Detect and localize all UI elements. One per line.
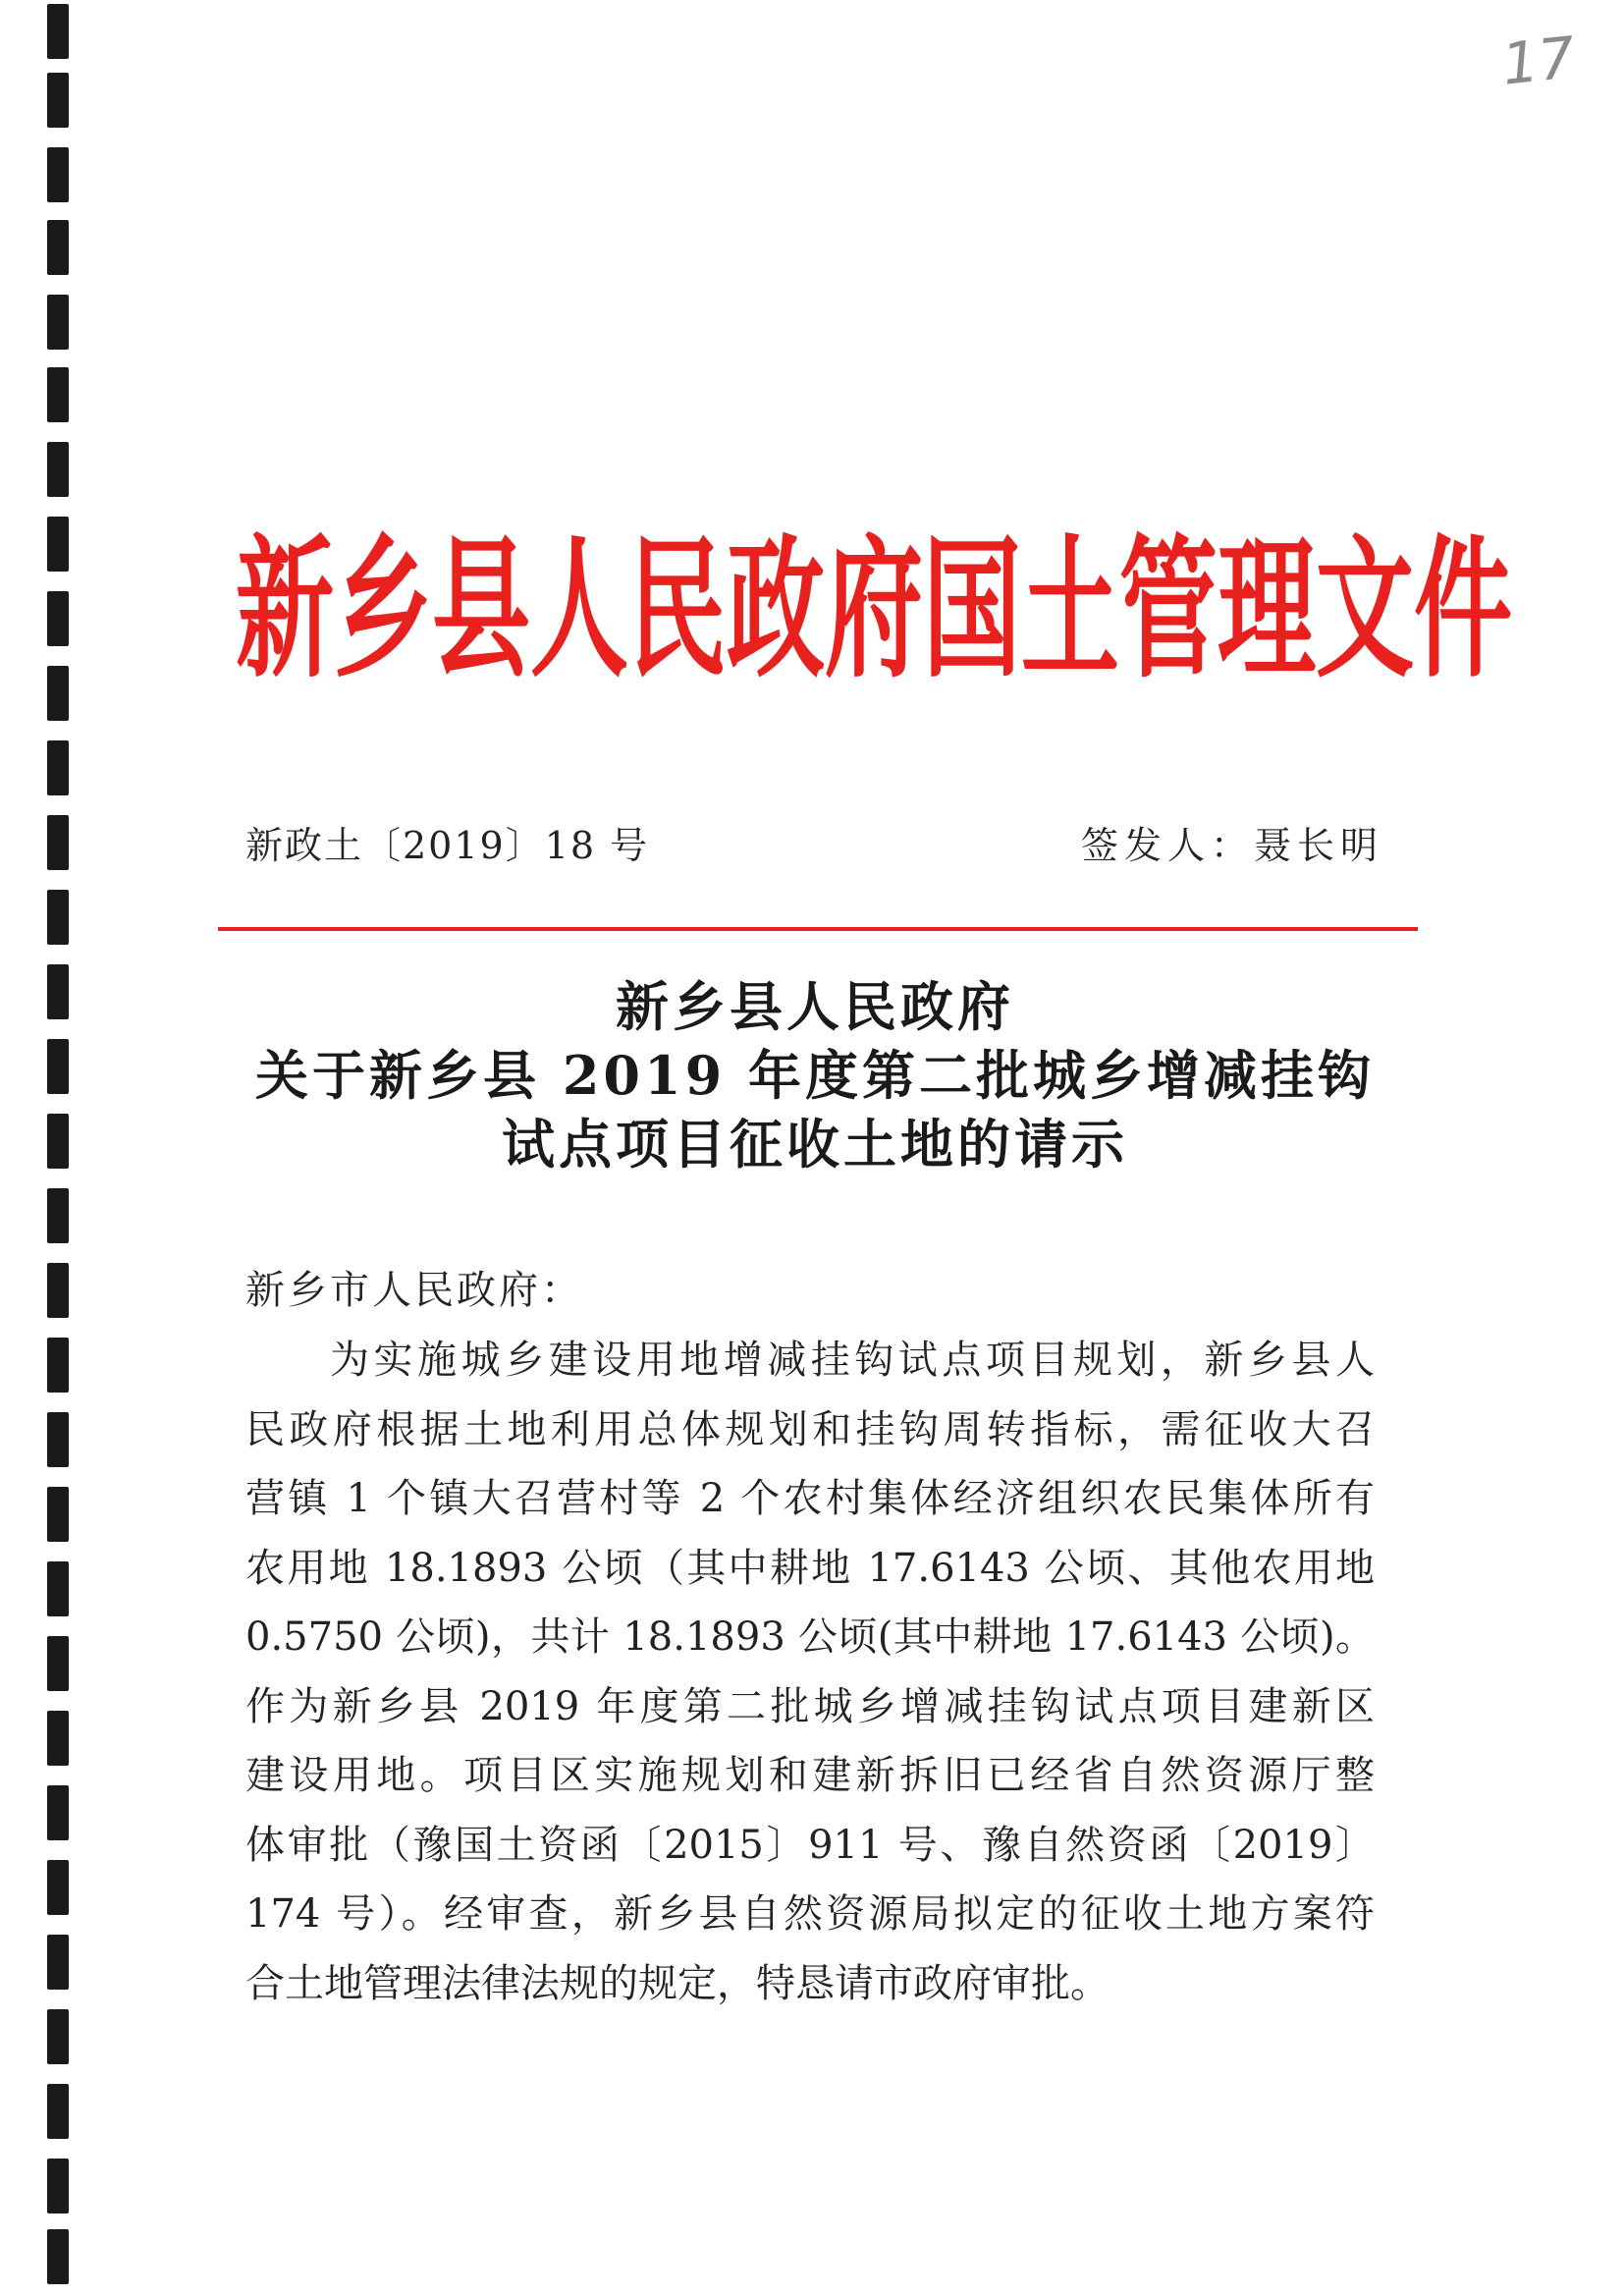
binding-hole: [47, 1561, 69, 1616]
binding-holes: [47, 0, 71, 2296]
binding-hole: [47, 1114, 69, 1169]
binding-hole: [47, 1860, 69, 1915]
binding-hole: [47, 4, 69, 59]
binding-hole: [47, 2159, 69, 2214]
binding-hole: [47, 517, 69, 572]
binding-hole: [47, 2084, 69, 2139]
body-line: 体审批（豫国土资函〔2015〕911 号、豫自然资函〔2019〕: [245, 1822, 1375, 1868]
addressee: 新乡市人民政府：: [245, 1268, 583, 1313]
body-line: 农用地 18.1893 公顷（其中耕地 17.6143 公顷、其他农用地: [245, 1545, 1375, 1591]
document-title: [196, 972, 1434, 1178]
binding-hole: [47, 964, 69, 1019]
binding-hole: [47, 295, 69, 350]
binding-hole: [47, 740, 69, 795]
body-line: 民政府根据土地利用总体规划和挂钩周转指标，需征收大召: [245, 1406, 1375, 1452]
binding-hole: [47, 147, 69, 202]
binding-hole: [47, 666, 69, 721]
binding-hole: [47, 1935, 69, 1990]
binding-hole: [47, 1711, 69, 1766]
binding-hole: [47, 1785, 69, 1840]
document-masthead: 新乡县人民政府国土管理文件: [236, 519, 1512, 699]
binding-hole: [47, 815, 69, 870]
body-line: 0.5750 公顷)，共计 18.1893 公顷(其中耕地 17.6143 公顷)。: [245, 1614, 1375, 1660]
body-line: 营镇 1 个镇大召营村等 2 个农村集体经济组织农民集体所有: [245, 1476, 1375, 1521]
issuer-signatory: 签发人：聂长明: [1080, 824, 1383, 867]
binding-hole: [47, 73, 69, 128]
binding-hole: [47, 1636, 69, 1691]
document-number: 新政土〔2019〕18 号: [245, 824, 650, 867]
body-line: 建设用地。项目区实施规划和建新拆旧已经省自然资源厅整: [245, 1753, 1375, 1798]
title-line-1: 新乡县人民政府: [616, 975, 1014, 1038]
binding-hole: [47, 1188, 69, 1243]
binding-hole: [47, 1338, 69, 1393]
binding-hole: [47, 367, 69, 422]
binding-hole: [47, 1263, 69, 1318]
body-line: 174 号）。经审查，新乡县自然资源局拟定的征收土地方案符: [245, 1891, 1375, 1937]
title-line-3: 试点项目征收土地的请示: [502, 1113, 1128, 1175]
body-line: 作为新乡县 2019 年度第二批城乡增减挂钩试点项目建新区: [245, 1683, 1375, 1729]
body-line: 为实施城乡建设用地增减挂钩试点项目规划，新乡县人: [330, 1338, 1375, 1383]
binding-hole: [47, 1412, 69, 1467]
body-paragraph: [245, 1326, 1375, 2018]
binding-hole: [47, 591, 69, 646]
body-line: 合土地管理法律法规的规定，特恳请市政府审批。: [245, 1960, 1110, 2006]
binding-hole: [47, 2229, 69, 2284]
title-line-2: 关于新乡县 2019 年度第二批城乡增减挂钩: [255, 1044, 1375, 1107]
red-divider-line: [218, 927, 1418, 931]
handwritten-page-number: 17: [1498, 24, 1579, 98]
binding-hole: [47, 890, 69, 945]
binding-hole: [47, 1487, 69, 1542]
binding-hole: [47, 442, 69, 497]
binding-hole: [47, 220, 69, 275]
binding-hole: [47, 2009, 69, 2064]
binding-hole: [47, 1039, 69, 1094]
